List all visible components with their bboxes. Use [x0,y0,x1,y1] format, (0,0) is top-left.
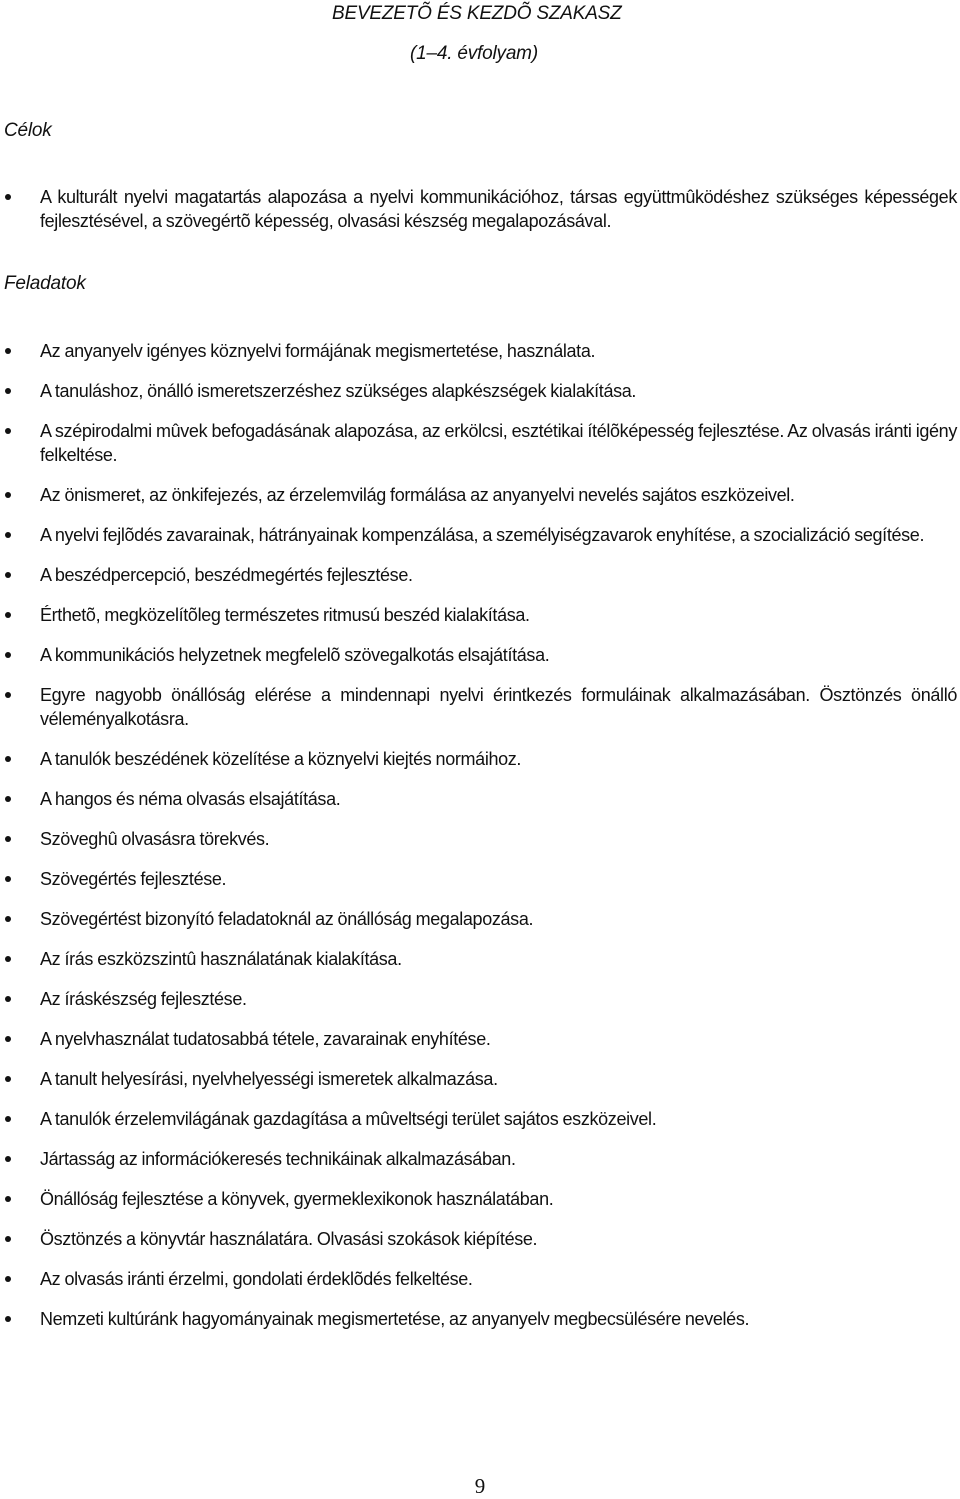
bullet-icon [5,652,11,658]
list-item-text: A tanuláshoz, önálló ismeretszerzéshez szükséges alapkészségek kialakítása. [40,381,637,401]
bullet-icon [5,492,11,498]
list-item-text: A tanult helyesírási, nyelvhelyességi ismeretek alkalmazása. [40,1069,498,1089]
bullet-icon [5,1116,11,1122]
list-item [0,1187,960,1211]
bullet-icon [5,956,11,962]
list-item [0,747,960,771]
list-item-text: A tanulók beszédének közelítése a köznyelvi kiejtés normáihoz. [40,749,522,769]
list-item-text: Az olvasás iránti érzelmi, gondolati érdeklõdés felkeltése. [40,1269,473,1289]
list-item [0,563,960,587]
list-item-text: A kulturált nyelvi magatartás alapozása a nyelvi kommunikációhoz, társas együttmûködéshez szükséges képességek fejlesztésével, a szövegértõ képesség, olvasási készség megalapozásával. [40,187,957,231]
list-item-text: A nyelvi fejlõdés zavarainak, hátrányainak kompenzálása, a személyiségzavarok enyhítése, a szocializáció segítése. [40,525,925,545]
list-item-text: A beszédpercepció, beszédmegértés fejlesztése. [40,565,413,585]
list-item-text: A nyelvhasználat tudatosabbá tétele, zavarainak enyhítése. [40,1029,491,1049]
bullet-icon [5,388,11,394]
list-item [0,907,960,931]
list-item [0,339,960,363]
list-item [0,379,960,403]
list-item [0,1107,960,1131]
bullet-icon [5,836,11,842]
list-item-text: A szépirodalmi mûvek befogadásának alapozása, az erkölcsi, esztétikai ítélõképesség fejlesztése. Az olvasás iránti igény felkeltése. [40,421,957,465]
title-line-2: (1–4. évfolyam) [410,43,538,64]
list-item [0,987,960,1011]
list-item-text: Érthetõ, megközelítõleg természetes ritmusú beszéd kialakítása. [40,605,530,625]
list-item-text: Az írás eszközszintû használatának kialakítása. [40,949,402,969]
list-item-text: A hangos és néma olvasás elsajátítása. [40,789,341,809]
list-item-text: Egyre nagyobb önállóság elérése a mindennapi nyelvi érintkezés formuláinak alkalmazásában. Ösztönzés önálló véleményalkotásra. [40,685,957,729]
list-item-text: Nemzeti kultúránk hagyományainak megismertetése, az anyanyelv megbecsülésére nevelés. [40,1309,750,1329]
bullet-icon [5,692,11,698]
document-title [0,0,960,80]
bullet-icon [5,1036,11,1042]
bullet-icon [5,916,11,922]
bullet-icon [5,996,11,1002]
bullet-icon [5,1316,11,1322]
list-item [0,787,960,811]
list-item-text: Az önismeret, az önkifejezés, az érzelemvilág formálása az anyanyelvi nevelés sajátos eszközeivel. [40,485,795,505]
list-item [0,483,960,507]
list-item-text: A kommunikációs helyzetnek megfelelõ szövegalkotás elsajátítása. [40,645,550,665]
bullet-icon [5,532,11,538]
bullet-icon [5,194,11,200]
list-item-text: Szövegértés fejlesztése. [40,869,227,889]
goals-list [0,185,960,233]
bullet-icon [5,796,11,802]
page-number: 9 [474,1474,486,1498]
list-item-text: Szövegértést bizonyító feladatoknál az önállóság megalapozása. [40,909,534,929]
bullet-icon [5,428,11,434]
list-item [0,1147,960,1171]
list-item [0,523,960,547]
bullet-icon [5,1076,11,1082]
list-item-text: Ösztönzés a könyvtár használatára. Olvasási szokások kiépítése. [40,1229,538,1249]
list-item [0,683,960,731]
bullet-icon [5,612,11,618]
list-item [0,1227,960,1251]
list-item-text: Az anyanyelv igényes köznyelvi formájának megismertetése, használata. [40,341,596,361]
list-item [0,1267,960,1291]
tasks-list [0,339,960,1347]
list-item [0,947,960,971]
bullet-icon [5,756,11,762]
list-item [0,419,960,467]
list-item [0,1067,960,1091]
bullet-icon [5,572,11,578]
list-item-text: Jártasság az információkeresés technikáinak alkalmazásában. [40,1149,516,1169]
bullet-icon [5,1196,11,1202]
section-heading-goals: Célok [4,120,52,141]
bullet-icon [5,876,11,882]
list-item-text: Az íráskészség fejlesztése. [40,989,247,1009]
list-item [0,827,960,851]
list-item [0,643,960,667]
list-item [0,185,960,233]
list-item [0,867,960,891]
list-item-text: Önállóság fejlesztése a könyvek, gyermeklexikonok használatában. [40,1189,554,1209]
bullet-icon [5,1276,11,1282]
list-item-text: Szöveghû olvasásra törekvés. [40,829,270,849]
title-line-1: BEVEZETÕ ÉS KEZDÕ SZAKASZ [332,3,622,24]
bullet-icon [5,1236,11,1242]
section-heading-tasks: Feladatok [4,273,86,294]
list-item [0,603,960,627]
list-item-text: A tanulók érzelemvilágának gazdagítása a mûveltségi terület sajátos eszközeivel. [40,1109,657,1129]
bullet-icon [5,348,11,354]
list-item [0,1027,960,1051]
bullet-icon [5,1156,11,1162]
list-item [0,1307,960,1331]
